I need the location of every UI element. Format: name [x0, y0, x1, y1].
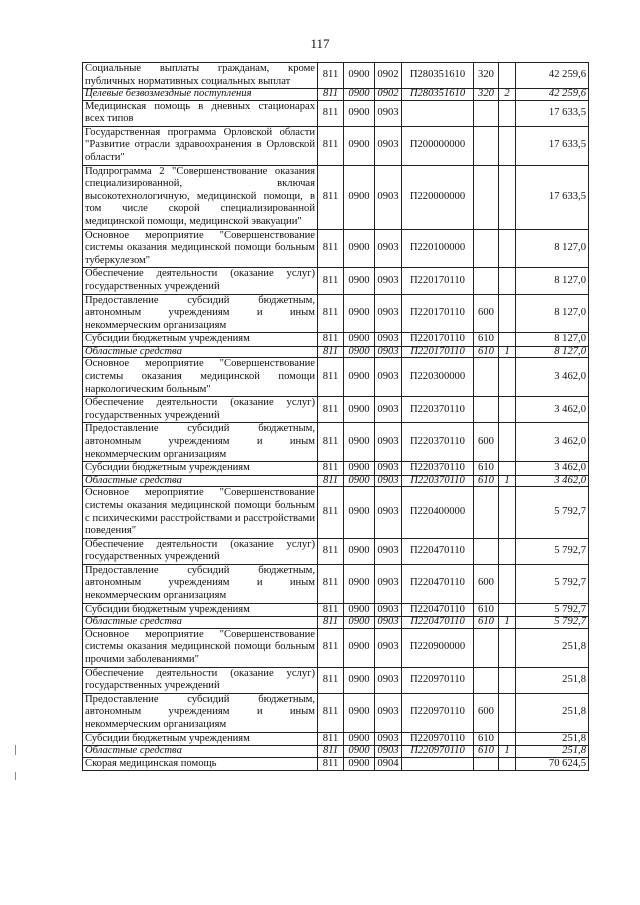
row-expense-type-code: 600: [474, 564, 499, 603]
row-amount: 5 792,7: [516, 487, 589, 538]
row-name: Областные средства: [83, 617, 318, 629]
row-ved-code: 811: [318, 487, 344, 538]
row-name: Медицинская помощь в дневных стационарах всех типов: [83, 100, 318, 126]
row-expense-type-code: 610: [474, 333, 499, 347]
row-subsection-code: 0903: [375, 617, 402, 629]
row-amount: 8 127,0: [516, 333, 589, 347]
row-ved-code: 811: [318, 229, 344, 268]
row-subsection-code: 0903: [375, 475, 402, 487]
row-source-code: [499, 603, 516, 617]
row-ved-code: 811: [318, 603, 344, 617]
row-subsection-code: 0903: [375, 358, 402, 397]
row-amount: 8 127,0: [516, 346, 589, 358]
row-ved-code: 811: [318, 564, 344, 603]
row-amount: 3 462,0: [516, 397, 589, 423]
row-target-article-code: П220470110: [402, 564, 474, 603]
table-row: [83, 746, 589, 758]
scan-mark: [15, 772, 16, 780]
row-source-code: [499, 63, 516, 89]
row-name: Обеспечение деятельности (оказание услуг) государственных учреждений: [83, 397, 318, 423]
row-subsection-code: 0902: [375, 63, 402, 89]
row-subsection-code: 0903: [375, 564, 402, 603]
row-expense-type-code: 610: [474, 617, 499, 629]
row-section-code: 0900: [344, 603, 375, 617]
row-section-code: 0900: [344, 294, 375, 333]
row-subsection-code: 0903: [375, 165, 402, 229]
row-target-article-code: П220370110: [402, 397, 474, 423]
row-section-code: 0900: [344, 268, 375, 294]
row-amount: 251,8: [516, 732, 589, 746]
row-section-code: 0900: [344, 617, 375, 629]
row-section-code: 0900: [344, 628, 375, 667]
row-ved-code: 811: [318, 475, 344, 487]
row-expense-type-code: 320: [474, 89, 499, 101]
row-target-article-code: П220370110: [402, 475, 474, 487]
row-amount: 17 633,5: [516, 165, 589, 229]
table-row: [83, 89, 589, 101]
row-expense-type-code: [474, 358, 499, 397]
row-source-code: [499, 487, 516, 538]
row-expense-type-code: 610: [474, 746, 499, 758]
row-ved-code: 811: [318, 294, 344, 333]
row-name: Обеспечение деятельности (оказание услуг) государственных учреждений: [83, 667, 318, 693]
row-name: Субсидии бюджетным учреждениям: [83, 732, 318, 746]
row-subsection-code: 0903: [375, 732, 402, 746]
row-amount: 8 127,0: [516, 294, 589, 333]
table-row: [83, 294, 589, 333]
row-source-code: [499, 165, 516, 229]
row-target-article-code: П280351610: [402, 63, 474, 89]
row-ved-code: 811: [318, 732, 344, 746]
row-ved-code: 811: [318, 538, 344, 564]
table-row: [83, 617, 589, 629]
row-expense-type-code: [474, 100, 499, 126]
table-row: [83, 475, 589, 487]
row-amount: 3 462,0: [516, 423, 589, 462]
table-row: [83, 229, 589, 268]
row-source-code: [499, 358, 516, 397]
row-expense-type-code: [474, 165, 499, 229]
row-source-code: [499, 294, 516, 333]
row-name: Субсидии бюджетным учреждениям: [83, 462, 318, 476]
row-section-code: 0900: [344, 757, 375, 771]
row-source-code: [499, 564, 516, 603]
row-section-code: 0900: [344, 732, 375, 746]
row-source-code: [499, 268, 516, 294]
row-expense-type-code: [474, 757, 499, 771]
row-subsection-code: 0903: [375, 487, 402, 538]
row-target-article-code: П220900000: [402, 628, 474, 667]
table-row: [83, 732, 589, 746]
table-row: [83, 628, 589, 667]
row-subsection-code: 0903: [375, 603, 402, 617]
row-name: Областные средства: [83, 346, 318, 358]
row-target-article-code: [402, 100, 474, 126]
row-source-code: 2: [499, 89, 516, 101]
row-subsection-code: 0903: [375, 333, 402, 347]
row-ved-code: 811: [318, 617, 344, 629]
row-name: Областные средства: [83, 475, 318, 487]
row-name: Предоставление субсидий бюджетным, автономным учреждениям и иным некоммерческим организациям: [83, 294, 318, 333]
row-source-code: 1: [499, 746, 516, 758]
row-section-code: 0900: [344, 538, 375, 564]
row-ved-code: 811: [318, 268, 344, 294]
row-target-article-code: П220100000: [402, 229, 474, 268]
row-name: Подпрограмма 2 "Совершенствование оказания специализированной, включая высокотехнологичную, медицинской помощи, в том числе скорой специализированной медицинской помощи, медицинской эвакуации": [83, 165, 318, 229]
row-target-article-code: П220470110: [402, 617, 474, 629]
row-expense-type-code: [474, 487, 499, 538]
row-subsection-code: 0902: [375, 89, 402, 101]
row-section-code: 0900: [344, 475, 375, 487]
row-source-code: [499, 126, 516, 165]
row-subsection-code: 0903: [375, 268, 402, 294]
row-amount: 5 792,7: [516, 564, 589, 603]
row-target-article-code: П220970110: [402, 667, 474, 693]
row-expense-type-code: 600: [474, 423, 499, 462]
row-name: Основное мероприятие "Совершенствование системы оказания медицинской помощи больным с психическими расстройствами и расстройствами поведения": [83, 487, 318, 538]
row-name: Обеспечение деятельности (оказание услуг) государственных учреждений: [83, 538, 318, 564]
row-subsection-code: 0903: [375, 538, 402, 564]
row-expense-type-code: [474, 126, 499, 165]
row-section-code: 0900: [344, 126, 375, 165]
row-amount: 17 633,5: [516, 100, 589, 126]
row-amount: 5 792,7: [516, 603, 589, 617]
row-section-code: 0900: [344, 667, 375, 693]
table-row: [83, 63, 589, 89]
budget-table: [82, 62, 589, 771]
row-section-code: 0900: [344, 423, 375, 462]
row-expense-type-code: 610: [474, 475, 499, 487]
row-section-code: 0900: [344, 693, 375, 732]
row-subsection-code: 0903: [375, 693, 402, 732]
row-amount: 70 624,5: [516, 757, 589, 771]
row-target-article-code: П220370110: [402, 462, 474, 476]
row-name: Обеспечение деятельности (оказание услуг) государственных учреждений: [83, 268, 318, 294]
table-row: [83, 126, 589, 165]
row-subsection-code: 0903: [375, 628, 402, 667]
row-subsection-code: 0903: [375, 746, 402, 758]
row-source-code: [499, 100, 516, 126]
row-subsection-code: 0903: [375, 229, 402, 268]
row-target-article-code: П220170110: [402, 268, 474, 294]
row-source-code: [499, 693, 516, 732]
row-section-code: 0900: [344, 346, 375, 358]
row-ved-code: 811: [318, 126, 344, 165]
row-name: Социальные выплаты гражданам, кроме публичных нормативных социальных выплат: [83, 63, 318, 89]
row-expense-type-code: 320: [474, 63, 499, 89]
row-expense-type-code: [474, 628, 499, 667]
row-ved-code: 811: [318, 333, 344, 347]
table-row: [83, 462, 589, 476]
row-subsection-code: 0903: [375, 667, 402, 693]
row-target-article-code: П220170110: [402, 346, 474, 358]
row-source-code: [499, 462, 516, 476]
table-row: [83, 667, 589, 693]
table-row: [83, 693, 589, 732]
row-ved-code: 811: [318, 462, 344, 476]
row-amount: 5 792,7: [516, 538, 589, 564]
table-row: [83, 397, 589, 423]
row-amount: 251,8: [516, 628, 589, 667]
row-expense-type-code: [474, 667, 499, 693]
row-amount: 3 462,0: [516, 462, 589, 476]
table-row: [83, 757, 589, 771]
row-source-code: [499, 333, 516, 347]
row-name: Основное мероприятие "Совершенствование системы оказания медицинской помощи наркологическим больным": [83, 358, 318, 397]
row-ved-code: 811: [318, 358, 344, 397]
row-section-code: 0900: [344, 487, 375, 538]
row-ved-code: 811: [318, 397, 344, 423]
row-expense-type-code: 600: [474, 294, 499, 333]
row-amount: 8 127,0: [516, 229, 589, 268]
table-row: [83, 564, 589, 603]
row-name: Основное мероприятие "Совершенствование системы оказания медицинской помощи больным туберкулезом": [83, 229, 318, 268]
row-section-code: 0900: [344, 397, 375, 423]
row-ved-code: 811: [318, 628, 344, 667]
row-target-article-code: П220470110: [402, 603, 474, 617]
row-expense-type-code: 610: [474, 603, 499, 617]
row-expense-type-code: 610: [474, 732, 499, 746]
row-name: Целевые безвозмездные поступления: [83, 89, 318, 101]
row-target-article-code: П220000000: [402, 165, 474, 229]
row-source-code: [499, 628, 516, 667]
table-body: [83, 63, 589, 771]
row-expense-type-code: [474, 397, 499, 423]
row-expense-type-code: 610: [474, 462, 499, 476]
row-target-article-code: П280351610: [402, 89, 474, 101]
row-expense-type-code: [474, 268, 499, 294]
row-source-code: 1: [499, 475, 516, 487]
row-name: Основное мероприятие "Совершенствование системы оказания медицинской помощи больным прочими заболеваниями": [83, 628, 318, 667]
row-section-code: 0900: [344, 564, 375, 603]
row-target-article-code: П220370110: [402, 423, 474, 462]
table-row: [83, 538, 589, 564]
row-source-code: [499, 667, 516, 693]
row-amount: 42 259,6: [516, 63, 589, 89]
row-target-article-code: П220970110: [402, 732, 474, 746]
row-subsection-code: 0904: [375, 757, 402, 771]
row-target-article-code: П220970110: [402, 693, 474, 732]
row-name: Предоставление субсидий бюджетным, автономным учреждениям и иным некоммерческим организациям: [83, 564, 318, 603]
row-section-code: 0900: [344, 746, 375, 758]
row-subsection-code: 0903: [375, 423, 402, 462]
row-subsection-code: 0903: [375, 346, 402, 358]
row-amount: 42 259,6: [516, 89, 589, 101]
row-section-code: 0900: [344, 462, 375, 476]
row-section-code: 0900: [344, 63, 375, 89]
row-amount: 251,8: [516, 693, 589, 732]
table-row: [83, 423, 589, 462]
row-amount: 5 792,7: [516, 617, 589, 629]
row-source-code: [499, 229, 516, 268]
row-expense-type-code: 610: [474, 346, 499, 358]
row-section-code: 0900: [344, 165, 375, 229]
table-row: [83, 346, 589, 358]
row-section-code: 0900: [344, 100, 375, 126]
row-ved-code: 811: [318, 693, 344, 732]
row-section-code: 0900: [344, 358, 375, 397]
row-source-code: [499, 757, 516, 771]
table-row: [83, 100, 589, 126]
row-ved-code: 811: [318, 63, 344, 89]
row-ved-code: 811: [318, 100, 344, 126]
row-name: Областные средства: [83, 746, 318, 758]
row-ved-code: 811: [318, 746, 344, 758]
row-source-code: 1: [499, 346, 516, 358]
row-expense-type-code: [474, 538, 499, 564]
row-source-code: 1: [499, 617, 516, 629]
row-ved-code: 811: [318, 346, 344, 358]
row-subsection-code: 0903: [375, 126, 402, 165]
table-row: [83, 487, 589, 538]
row-name: Государственная программа Орловской области "Развитие отрасли здравоохранения в Орловской области": [83, 126, 318, 165]
row-ved-code: 811: [318, 165, 344, 229]
row-ved-code: 811: [318, 423, 344, 462]
table-row: [83, 165, 589, 229]
row-subsection-code: 0903: [375, 462, 402, 476]
row-target-article-code: П200000000: [402, 126, 474, 165]
table-row: [83, 268, 589, 294]
table-row: [83, 333, 589, 347]
row-amount: 3 462,0: [516, 358, 589, 397]
row-amount: 251,8: [516, 746, 589, 758]
row-section-code: 0900: [344, 333, 375, 347]
row-name: Субсидии бюджетным учреждениям: [83, 603, 318, 617]
row-source-code: [499, 538, 516, 564]
row-amount: 3 462,0: [516, 475, 589, 487]
table-row: [83, 358, 589, 397]
row-target-article-code: П220300000: [402, 358, 474, 397]
row-target-article-code: П220970110: [402, 746, 474, 758]
row-name: Субсидии бюджетным учреждениям: [83, 333, 318, 347]
row-section-code: 0900: [344, 89, 375, 101]
row-section-code: 0900: [344, 229, 375, 268]
row-expense-type-code: 600: [474, 693, 499, 732]
row-source-code: [499, 423, 516, 462]
row-target-article-code: П220400000: [402, 487, 474, 538]
row-subsection-code: 0903: [375, 294, 402, 333]
row-ved-code: 811: [318, 667, 344, 693]
table-row: [83, 603, 589, 617]
row-source-code: [499, 732, 516, 746]
row-subsection-code: 0903: [375, 397, 402, 423]
row-subsection-code: 0903: [375, 100, 402, 126]
row-name: Скорая медицинская помощь: [83, 757, 318, 771]
row-amount: 17 633,5: [516, 126, 589, 165]
row-target-article-code: П220170110: [402, 333, 474, 347]
row-target-article-code: П220470110: [402, 538, 474, 564]
row-expense-type-code: [474, 229, 499, 268]
row-ved-code: 811: [318, 757, 344, 771]
page-number: 117: [310, 36, 330, 51]
row-name: Предоставление субсидий бюджетным, автономным учреждениям и иным некоммерческим организациям: [83, 693, 318, 732]
row-target-article-code: [402, 757, 474, 771]
scan-mark: [15, 745, 16, 755]
row-ved-code: 811: [318, 89, 344, 101]
row-source-code: [499, 397, 516, 423]
row-name: Предоставление субсидий бюджетным, автономным учреждениям и иным некоммерческим организациям: [83, 423, 318, 462]
row-target-article-code: П220170110: [402, 294, 474, 333]
row-amount: 8 127,0: [516, 268, 589, 294]
row-amount: 251,8: [516, 667, 589, 693]
